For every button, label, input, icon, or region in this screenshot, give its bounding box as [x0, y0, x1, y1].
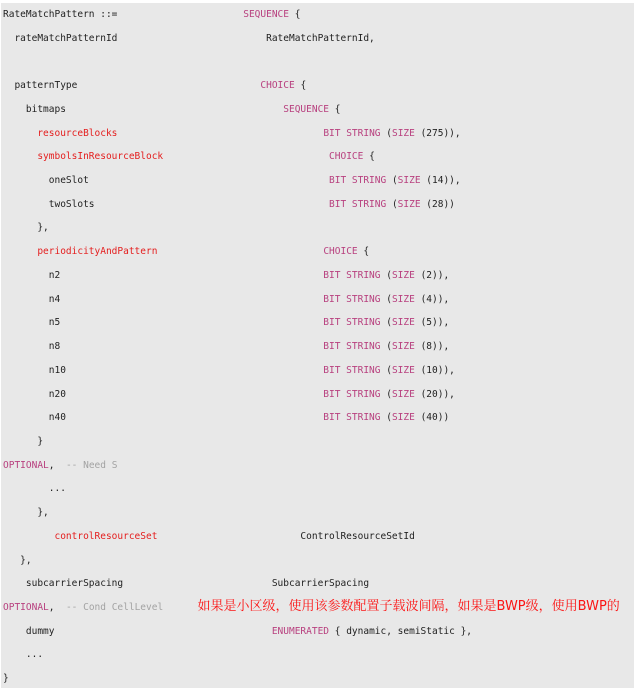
keyword-token: BIT STRING: [323, 294, 380, 305]
code-text: [163, 151, 329, 162]
asn1-code-block: [1, 3, 634, 691]
keyword-token: SIZE: [392, 389, 415, 400]
code-line: [3, 311, 634, 335]
code-text: (: [381, 128, 392, 139]
code-text: patternType: [3, 80, 260, 91]
keyword-token: SIZE: [392, 412, 415, 423]
code-text: (20)),: [415, 389, 455, 400]
code-text: ,: [49, 602, 66, 613]
code-line: [3, 525, 634, 549]
keyword-token: CHOICE: [260, 80, 294, 91]
highlighted-identifier: symbolsInResourceBlock: [37, 151, 163, 162]
code-text: (40)): [415, 412, 449, 423]
code-line: [3, 477, 634, 501]
keyword-token: BIT STRING: [323, 365, 380, 376]
code-text: (: [381, 389, 392, 400]
code-surface: [1, 3, 634, 688]
code-text: twoSlots: [3, 199, 329, 210]
code-text: (: [381, 317, 392, 328]
code-text: (: [381, 412, 392, 423]
code-line: [3, 169, 634, 193]
code-text: n40: [3, 412, 323, 423]
keyword-token: SEQUENCE: [283, 104, 329, 115]
code-text: {: [363, 151, 374, 162]
keyword-token: SIZE: [392, 128, 415, 139]
code-text: {: [358, 246, 369, 257]
code-text: (: [381, 341, 392, 352]
code-text: (: [386, 175, 397, 186]
keyword-token: CHOICE: [329, 151, 363, 162]
code-line: [3, 145, 634, 169]
code-text: RateMatchPattern ::=: [3, 9, 243, 20]
code-line: [3, 216, 634, 240]
code-line: [3, 50, 634, 74]
code-line: [3, 359, 634, 383]
code-line: [3, 98, 634, 122]
highlighted-identifier: periodicityAndPattern: [37, 246, 157, 257]
cjk-annotation: 如果是小区级，使用该参数配置子载波间隔，如果是BWP级，使用BWP的: [198, 599, 620, 614]
keyword-token: BIT STRING: [329, 175, 386, 186]
code-text: { dynamic, semiStatic },: [329, 626, 472, 637]
code-line: [3, 620, 634, 644]
code-line: [3, 335, 634, 359]
code-text: [157, 246, 323, 257]
code-text: }: [3, 436, 43, 447]
comment-token: -- Cond CellLevel: [66, 602, 163, 613]
code-text: },: [3, 222, 49, 233]
code-line: [3, 122, 634, 146]
code-text: (4)),: [415, 294, 449, 305]
code-text: ,: [49, 460, 66, 471]
code-text: (5)),: [415, 317, 449, 328]
code-line: [3, 240, 634, 264]
code-line: [3, 430, 634, 454]
code-line: [3, 288, 634, 312]
code-text: ControlResourceSetId: [157, 531, 414, 542]
code-line: [3, 454, 634, 478]
code-text: {: [329, 104, 340, 115]
code-line: [3, 406, 634, 430]
code-text: [3, 128, 37, 139]
code-line: [3, 3, 634, 27]
keyword-token: BIT STRING: [323, 317, 380, 328]
code-text: ...: [3, 649, 43, 660]
keyword-token: BIT STRING: [323, 412, 380, 423]
code-text: (: [381, 270, 392, 281]
code-text: n20: [3, 389, 323, 400]
code-text: }: [3, 673, 9, 684]
code-text: n10: [3, 365, 323, 376]
code-text: n4: [3, 294, 323, 305]
code-text: dummy: [3, 626, 272, 637]
code-line: [3, 549, 634, 573]
code-line: [3, 501, 634, 525]
keyword-token: SIZE: [398, 175, 421, 186]
keyword-token: SIZE: [392, 270, 415, 281]
code-text: (14)),: [421, 175, 461, 186]
code-text: rateMatchPatternId RateMatchPatternId,: [3, 33, 375, 44]
code-text: [117, 128, 323, 139]
keyword-token: SIZE: [392, 341, 415, 352]
code-text: subcarrierSpacing SubcarrierSpacing: [3, 578, 369, 589]
code-text: [3, 531, 54, 542]
keyword-token: BIT STRING: [323, 389, 380, 400]
comment-token: -- Need S: [66, 460, 117, 471]
code-text: oneSlot: [3, 175, 329, 186]
keyword-token: CHOICE: [323, 246, 357, 257]
highlighted-identifier: resourceBlocks: [37, 128, 117, 139]
keyword-token: OPTIONAL: [3, 460, 49, 471]
code-line: [3, 596, 634, 620]
code-line: [3, 193, 634, 217]
code-line: [3, 264, 634, 288]
code-text: (: [381, 365, 392, 376]
code-text: (2)),: [415, 270, 449, 281]
keyword-token: BIT STRING: [323, 128, 380, 139]
code-text: n2: [3, 270, 323, 281]
code-line: [3, 383, 634, 407]
code-text: (: [381, 294, 392, 305]
keyword-token: OPTIONAL: [3, 602, 49, 613]
keyword-token: SIZE: [392, 365, 415, 376]
code-line: [3, 572, 634, 596]
keyword-token: BIT STRING: [323, 270, 380, 281]
code-line: [3, 27, 634, 51]
keyword-token: BIT STRING: [323, 341, 380, 352]
keyword-token: SIZE: [392, 294, 415, 305]
keyword-token: SIZE: [392, 317, 415, 328]
code-text: bitmaps: [3, 104, 283, 115]
code-text: [163, 602, 197, 613]
code-text: },: [3, 555, 32, 566]
code-line: [3, 643, 634, 667]
highlighted-identifier: controlResourceSet: [54, 531, 157, 542]
code-text: (28)): [421, 199, 455, 210]
code-text: {: [289, 9, 300, 20]
keyword-token: SIZE: [398, 199, 421, 210]
code-text: (8)),: [415, 341, 449, 352]
code-text: (275)),: [415, 128, 461, 139]
code-text: (: [386, 199, 397, 210]
code-text: [3, 151, 37, 162]
code-text: },: [3, 507, 49, 518]
code-line: [3, 74, 634, 98]
keyword-token: BIT STRING: [329, 199, 386, 210]
keyword-token: ENUMERATED: [272, 626, 329, 637]
code-text: [3, 246, 37, 257]
code-text: ...: [3, 483, 66, 494]
code-text: {: [295, 80, 306, 91]
code-line: [3, 667, 634, 691]
keyword-token: SEQUENCE: [243, 9, 289, 20]
code-text: n5: [3, 317, 323, 328]
code-text: n8: [3, 341, 323, 352]
code-text: (10)),: [415, 365, 455, 376]
